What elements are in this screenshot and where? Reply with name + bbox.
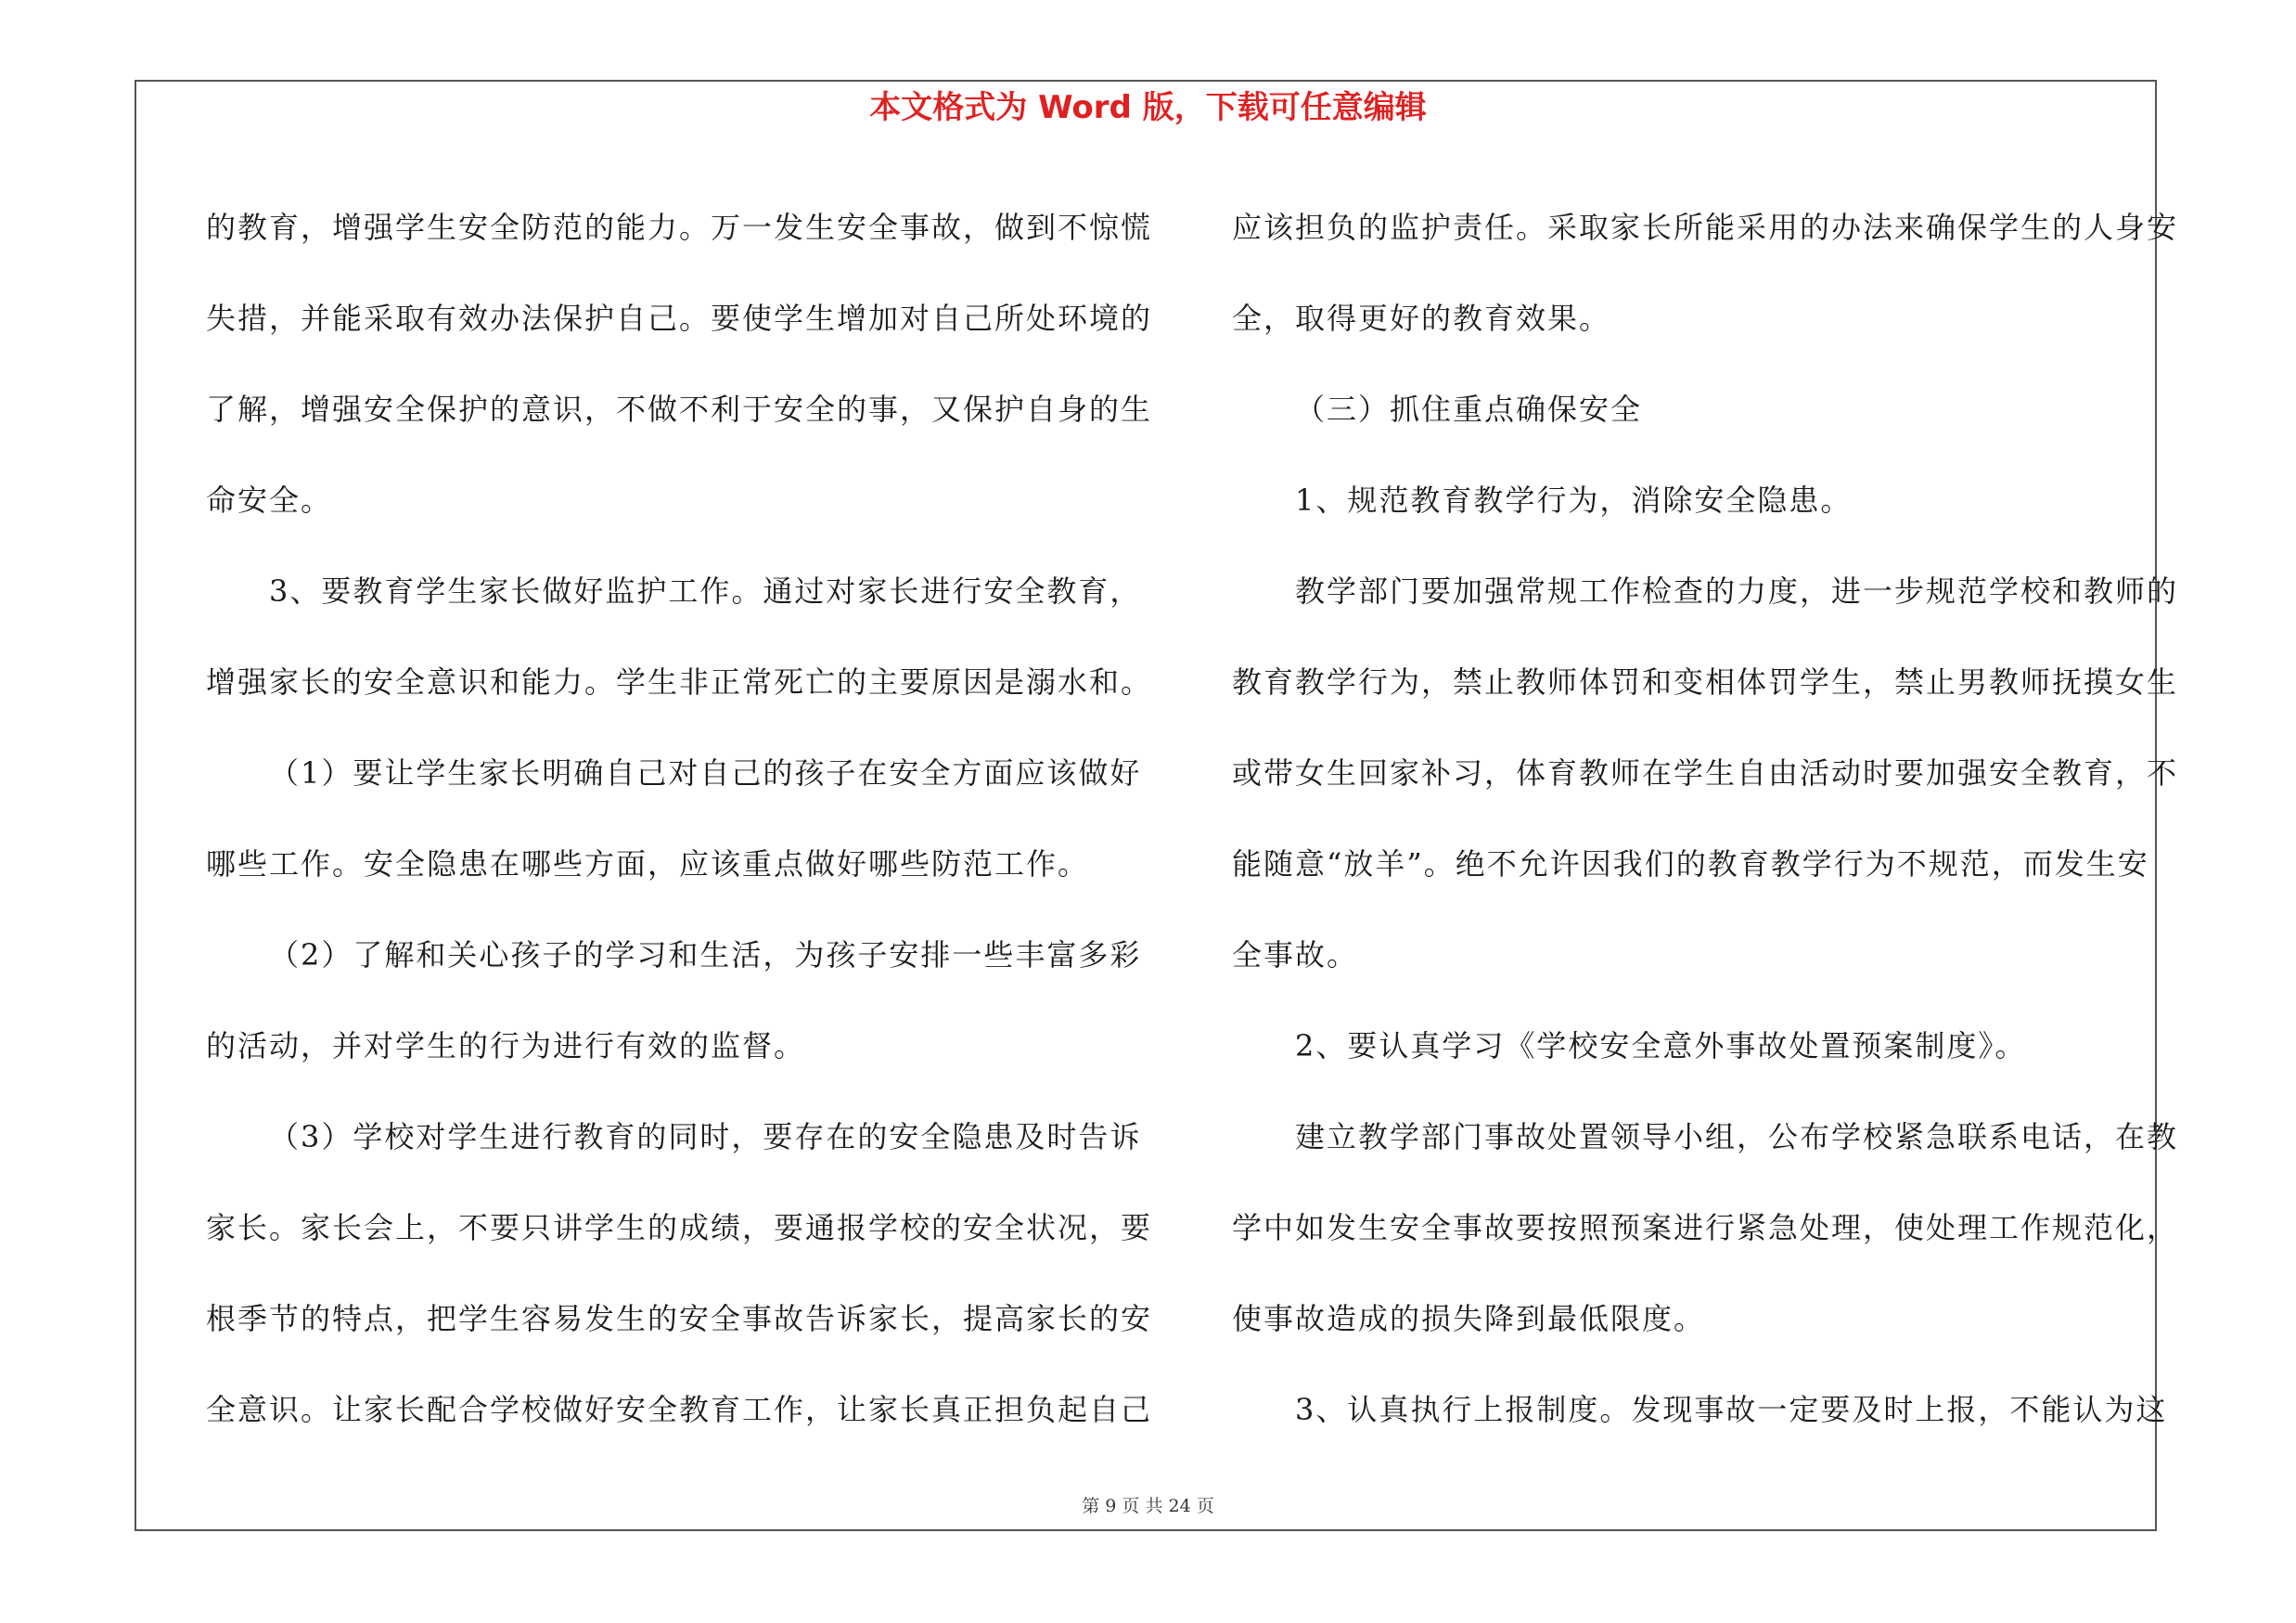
text-line: 能随意“放羊”。绝不允许因我们的教育教学行为不规范，而发生安 [1232,846,2149,882]
word-format-notice: 本文格式为 Word 版，下载可任意编辑 [869,89,1427,126]
text-line: 或带女生回家补习，体育教师在学生自由活动时要加强安全教育，不 [1232,755,2179,791]
text-line: （3）学校对学生进行教育的同时，要存在的安全隐患及时告诉 [269,1119,1142,1154]
text-line: 1、规范教育教学行为，消除安全隐患。 [1295,483,1853,518]
text-line: 哪些工作。安全隐患在哪些方面，应该重点做好哪些防范工作。 [206,846,1090,882]
text-line: 3、认真执行上报制度。发现事故一定要及时上报，不能认为这 [1295,1392,2168,1427]
section-heading: （三）抓住重点确保安全 [1295,392,1643,427]
text-line: （1）要让学生家长明确自己对自己的孩子在安全方面应该做好 [269,755,1142,791]
text-line: 3、要教育学生家长做好监护工作。通过对家长进行安全教育， [269,573,1142,609]
text-line: 全事故。 [1232,937,1359,973]
left-column [206,182,1153,1455]
text-line: 教育教学行为，禁止教师体罚和变相体罚学生，禁止男教师抚摸女生 [1232,664,2179,700]
text-line: 2、要认真学习《学校安全意外事故处置预案制度》。 [1295,1028,2027,1063]
text-line: 增强家长的安全意识和能力。学生非正常死亡的主要原因是溺水和。 [206,664,1153,700]
text-line: 建立教学部门事故处置领导小组，公布学校紧急联系电话，在教 [1295,1119,2179,1154]
text-line: 根季节的特点，把学生容易发生的安全事故告诉家长，提高家长的安 [206,1301,1153,1336]
text-line: 家长。家长会上，不要只讲学生的成绩，要通报学校的安全状况，要 [206,1210,1153,1245]
text-line: 全，取得更好的教育效果。 [1232,301,1611,336]
text-line: 应该担负的监护责任。采取家长所能采用的办法来确保学生的人身安 [1232,210,2179,245]
text-line: 的教育，增强学生安全防范的能力。万一发生安全事故，做到不惊慌 [206,210,1153,245]
text-line: 学中如发生安全事故要按照预案进行紧急处理，使处理工作规范化， [1232,1210,2179,1245]
text-line: （2）了解和关心孩子的学习和生活，为孩子安排一些丰富多彩 [269,937,1142,973]
text-line: 的活动，并对学生的行为进行有效的监督。 [206,1028,806,1063]
text-line: 失措，并能采取有效办法保护自己。要使学生增加对自己所处环境的 [206,301,1153,336]
text-line: 使事故造成的损失降到最低限度。 [1232,1301,1706,1336]
text-line: 命安全。 [206,483,333,518]
text-line: 了解，增强安全保护的意识，不做不利于安全的事，又保护自身的生 [206,392,1153,427]
page-number: 第 9 页 共 24 页 [1082,1496,1214,1516]
right-column [1232,182,2179,1455]
text-line: 全意识。让家长配合学校做好安全教育工作，让家长真正担负起自己 [206,1392,1153,1427]
text-line: 教学部门要加强常规工作检查的力度，进一步规范学校和教师的 [1295,573,2179,609]
